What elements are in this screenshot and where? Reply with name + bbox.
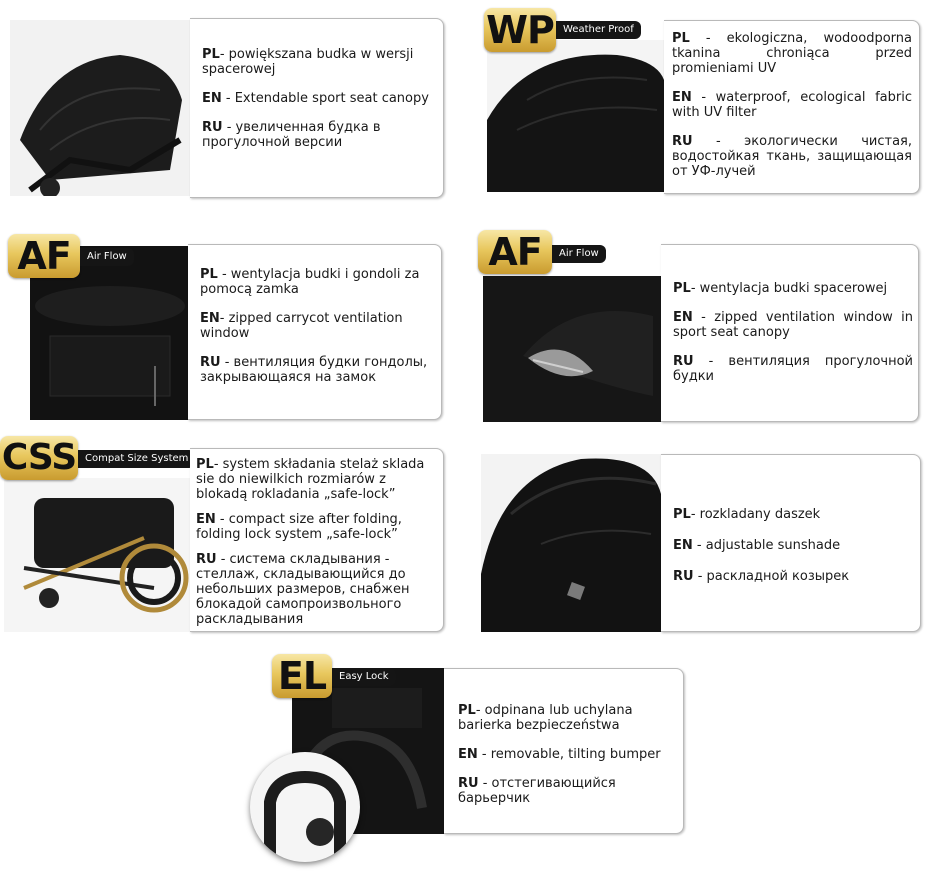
seat-ventilation-image [483,276,661,422]
css-en: EN - compact size after folding, folding lock system „safe-lock” [196,512,402,542]
wp-tag: Weather Proof [556,21,641,39]
css-ru: RU - система складывания - стеллаж, складывающийся до небольших размеров, снабжен блокадой самопроизвольного раскладывания [196,552,410,627]
af1-ru: RU - вентиляция будки гондолы, закрывающаяся на замок [200,355,428,385]
af2-badge: AF [478,230,552,274]
stroller-canopy-image [10,20,190,196]
el-card [444,668,684,834]
el-badge: EL [272,654,332,698]
af1-card [188,244,442,420]
wp-ru: RU - экологически чистая, водостойкая ткань, защищающая от УФ-лучей [672,134,912,179]
sunshade-pl: PL- rozkladany daszek [673,507,821,522]
sunshade-image [481,454,661,632]
el-ru: RU - отстегивающийся барьерчик [458,776,616,806]
canopy-photo [10,20,190,196]
sunshade-en: EN - adjustable sunshade [673,538,841,553]
af1-pl: PL - wentylacja budki i gondoli za pomocą zamka [200,267,420,297]
css-pl: PL- system składania stelaż sklada sie do niewilkich rozmiarów z blokadą rokladania „safe-lock” [196,457,425,502]
canopy-card [190,18,444,198]
canopy-ru: RU - увеличенная будка в прогулочной версии [202,120,381,150]
bumper-detail-image [250,752,360,862]
canopy-en: EN - Extendable sport seat canopy [202,91,429,106]
af1-tag: Air Flow [80,248,134,266]
af1-en: EN- zipped carrycot ventilation window [200,311,403,341]
el-pl: PL- odpinana lub uchylana barierka bezpieczeństwa [458,703,633,733]
af2-photo [483,276,661,422]
canopy-fabric-image [487,40,664,192]
wp-photo [487,40,664,192]
folded-stroller-image [4,478,194,632]
af2-tag: Air Flow [552,245,606,263]
css-card [190,448,444,632]
css-badge: CSS [1,437,77,478]
wp-pl: PL - ekologiczna, wodoodporna tkanina chroniąca przed promieniami UV [672,31,912,76]
sunshade-ru: RU - раскладной козырек [673,569,850,584]
css-photo [4,478,194,632]
wp-badge: WP [484,8,556,52]
af2-ru: RU - вентиляция прогулочной будки [673,354,913,384]
canopy-pl: PL- powiększana budka w wersji spacerowej [202,47,414,77]
af2-pl: PL- wentylacja budki spacerowej [673,281,888,296]
af2-card [661,244,919,422]
el-tag: Easy Lock [332,668,396,686]
wp-card [664,20,920,194]
af2-en: EN - zipped ventilation window in sport seat canopy [673,310,913,340]
sunshade-card [661,454,921,632]
af1-badge: AF [8,234,80,278]
sunshade-photo [481,454,661,632]
wp-en: EN - waterproof, ecological fabric with UV filter [672,90,912,120]
css-tag: Compat Size System [78,450,195,468]
el-en: EN - removable, tilting bumper [458,747,661,762]
bumper-detail-circle [250,752,360,862]
